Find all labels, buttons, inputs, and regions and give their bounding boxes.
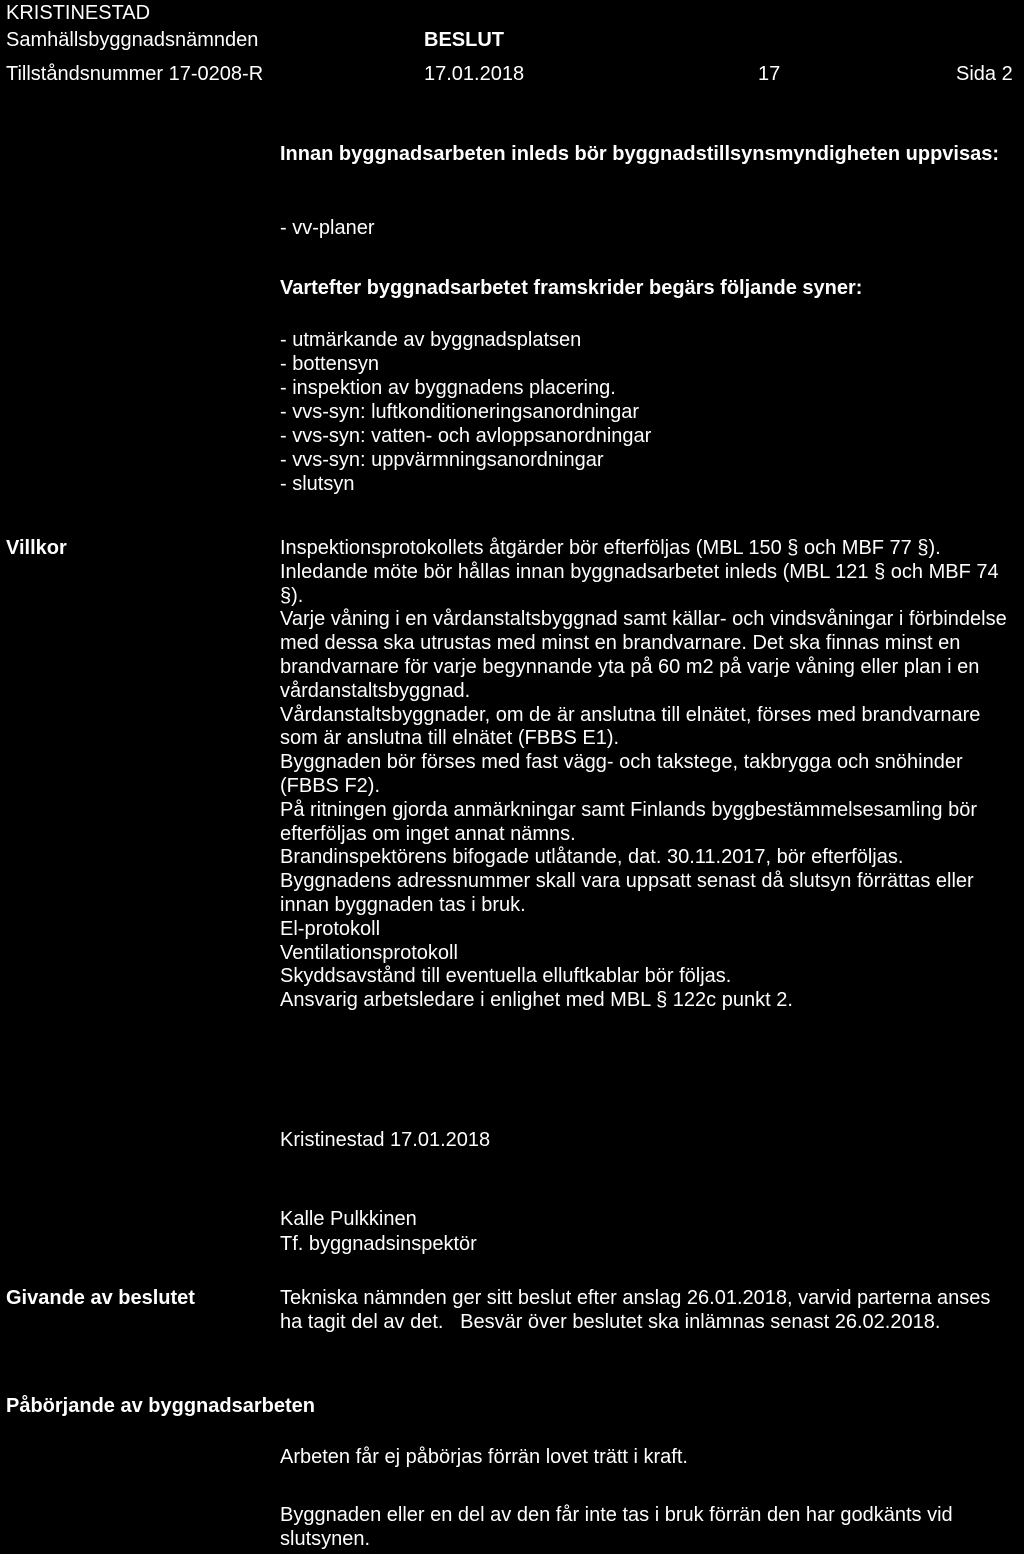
list-item: - slutsyn <box>280 473 355 495</box>
list-item: Vårdanstaltsbyggnader, om de är anslutna till elnätet, förses med brandvarnare som är anslutna till elnätet (FBBS E1). <box>280 703 981 750</box>
municipality-name: KRISTINESTAD <box>6 2 151 24</box>
giving-label: Givande av beslutet <box>6 1287 195 1309</box>
decision-date: 17.01.2018 <box>424 63 525 85</box>
start-work-text-1: Arbeten får ej påbörjas förrän lovet trätt i kraft. <box>280 1446 688 1468</box>
list-item: - vvs-syn: uppvärmningsanordningar <box>280 449 604 471</box>
start-work-text-2: Byggnaden eller en del av den får inte tas i bruk förrän den har godkänts vid slutsynen. <box>280 1504 953 1550</box>
list-item: - bottensyn <box>280 353 379 375</box>
list-item: Skyddsavstånd till eventuella elluftkablar bör följas. <box>280 965 732 988</box>
inspections-list <box>280 328 651 496</box>
conditions-text <box>280 537 1020 1013</box>
list-item: - inspektion av byggnadens placering. <box>280 377 616 399</box>
start-work-label: Påbörjande av byggnadsarbeten <box>6 1395 315 1417</box>
list-item: - vvs-syn: vatten- och avloppsanordningar <box>280 425 652 447</box>
signature-place-date: Kristinestad 17.01.2018 <box>280 1129 491 1151</box>
list-item: Byggnaden bör förses med fast vägg- och takstege, takbrygga och snöhinder (FBBS F2). <box>280 751 963 797</box>
section-number: 17 <box>758 63 781 85</box>
list-item: - vv-planer <box>280 217 375 239</box>
permit-number: Tillståndsnummer 17-0208-R <box>6 63 264 85</box>
page-number: Sida 2 <box>956 63 1013 85</box>
list-item: - vvs-syn: luftkonditioneringsanordningar <box>280 401 640 423</box>
before-start-heading: Innan byggnadsarbeten inleds bör byggnadstillsynsmyndigheten uppvisas: <box>280 143 1000 165</box>
board-name: Samhällsbyggnadsnämnden <box>6 29 259 51</box>
giving-text: Tekniska nämnden ger sitt beslut efter anslag 26.01.2018, varvid parterna anses ha tagit del av det. Besvär över beslutet ska inlämnas senast 26.02.2018. <box>280 1287 996 1333</box>
signature-title: Tf. byggnadsinspektör <box>280 1233 477 1255</box>
list-item: Varje våning i en vårdanstaltsbyggnad samt källar- och vindsvåningar i förbindelse med dessa ska utrustas med minst en brandvarnare. Det ska finnas minst en brandvarnare för varje begynnande yta på 60 m2 på varje våning eller plan i en vårdanstaltsbyggnad. <box>280 608 1007 702</box>
list-item: Inspektionsprotokollets åtgärder bör efterföljas (MBL 150 § och MBF 77 §). <box>280 537 941 559</box>
list-item: Ansvarig arbetsledare i enlighet med MBL § 122c punkt 2. <box>280 989 793 1012</box>
inspections-heading: Vartefter byggnadsarbetet framskrider begärs följande syner: <box>280 277 863 299</box>
list-item: Inledande möte bör hållas innan byggnadsarbetet inleds (MBL 121 § och MBF 74 §). <box>280 560 999 607</box>
conditions-label: Villkor <box>6 537 67 559</box>
list-item: På ritningen gjorda anmärkningar samt Finlands byggbestämmelsesamling bör efterföljas om inget annat nämns. <box>280 798 978 845</box>
signature-name: Kalle Pulkkinen <box>280 1208 417 1230</box>
list-item: Byggnadens adressnummer skall vara uppsatt senast då slutsyn förrättas eller innan byggnaden tas i bruk. <box>280 870 974 916</box>
document-type: BESLUT <box>424 29 504 51</box>
list-item: Ventilationsprotokoll <box>280 941 458 964</box>
list-item: El-protokoll <box>280 917 381 940</box>
before-start-list <box>280 216 374 240</box>
list-item: Brandinspektörens bifogade utlåtande, dat. 30.11.2017, bör efterföljas. <box>280 846 904 869</box>
list-item: - utmärkande av byggnadsplatsen <box>280 329 582 351</box>
